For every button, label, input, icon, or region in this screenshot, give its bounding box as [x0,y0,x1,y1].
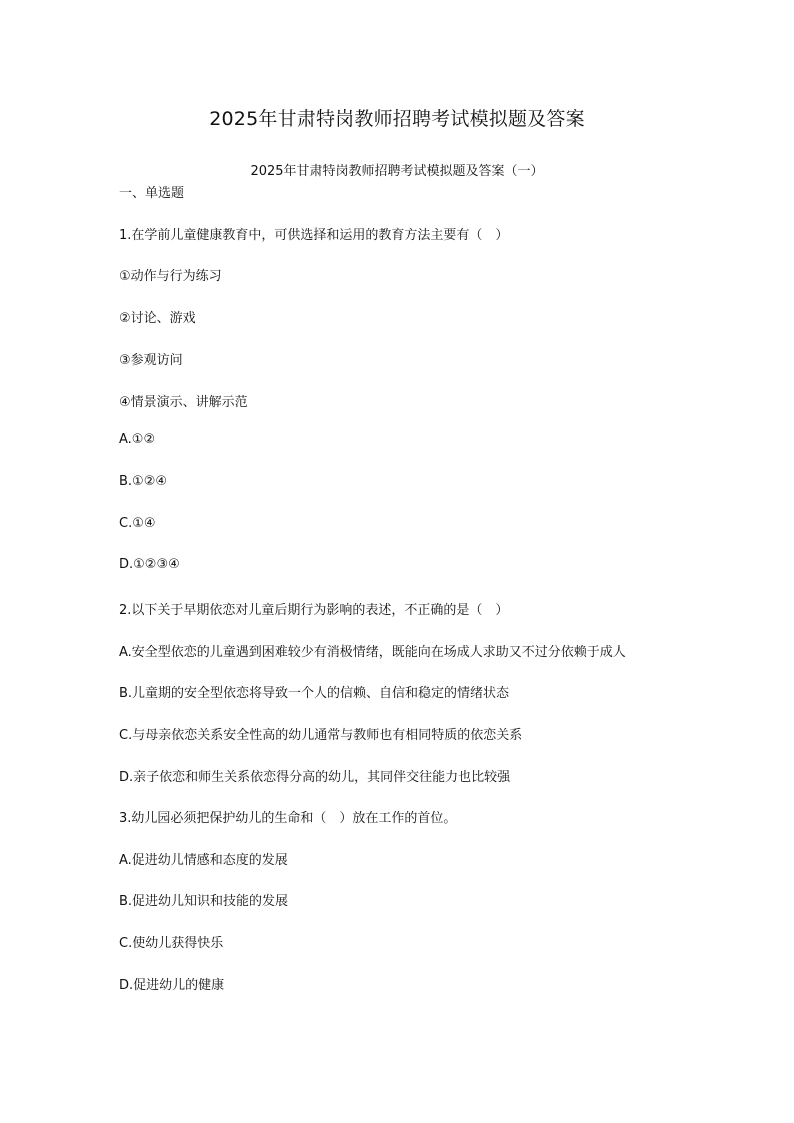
question-1-item-3: ③参观访问 [119,353,183,368]
question-2-stem: 2.以下关于早期依恋对儿童后期行为影响的表述，不正确的是（ ） [119,603,509,618]
question-1-item-1: ①动作与行为练习 [119,269,222,284]
document-subtitle: 2025年甘肃特岗教师招聘考试模拟题及答案（一） [250,164,544,179]
question-1-option-b: B.①②④ [119,474,168,489]
question-1-option-d: D.①②③④ [119,557,180,572]
document-title: 2025年甘肃特岗教师招聘考试模拟题及答案 [209,108,585,130]
question-1-item-4: ④情景演示、讲解示范 [119,395,248,410]
question-2-option-b: B.儿童期的安全型依恋将导致一个人的信赖、自信和稳定的情绪状态 [119,686,510,701]
section-heading: 一、单选题 [119,186,185,201]
question-3-stem: 3.幼儿园必须把保护幼儿的生命和（ ）放在工作的首位。 [119,811,457,826]
question-1-stem: 1.在学前儿童健康教育中，可供选择和运用的教育方法主要有（ ） [119,228,509,243]
question-3-option-a: A.促进幼儿情感和态度的发展 [119,853,288,868]
question-2-option-c: C.与母亲依恋关系安全性高的幼儿通常与教师也有相同特质的依恋关系 [119,728,523,743]
question-3-option-d: D.促进幼儿的健康 [119,978,225,993]
question-3-option-b: B.促进幼儿知识和技能的发展 [119,894,289,909]
question-1-option-a: A.①② [119,432,156,447]
question-2-option-a: A.安全型依恋的儿童遇到困难较少有消极情绪，既能向在场成人求助又不过分依赖于成人 [119,645,626,660]
question-1-item-2: ②讨论、游戏 [119,311,196,326]
question-1-option-c: C.①④ [119,516,156,531]
question-3-option-c: C.使幼儿获得快乐 [119,936,224,951]
question-2-option-d: D.亲子依恋和师生关系依恋得分高的幼儿，其同伴交往能力也比较强 [119,770,511,785]
